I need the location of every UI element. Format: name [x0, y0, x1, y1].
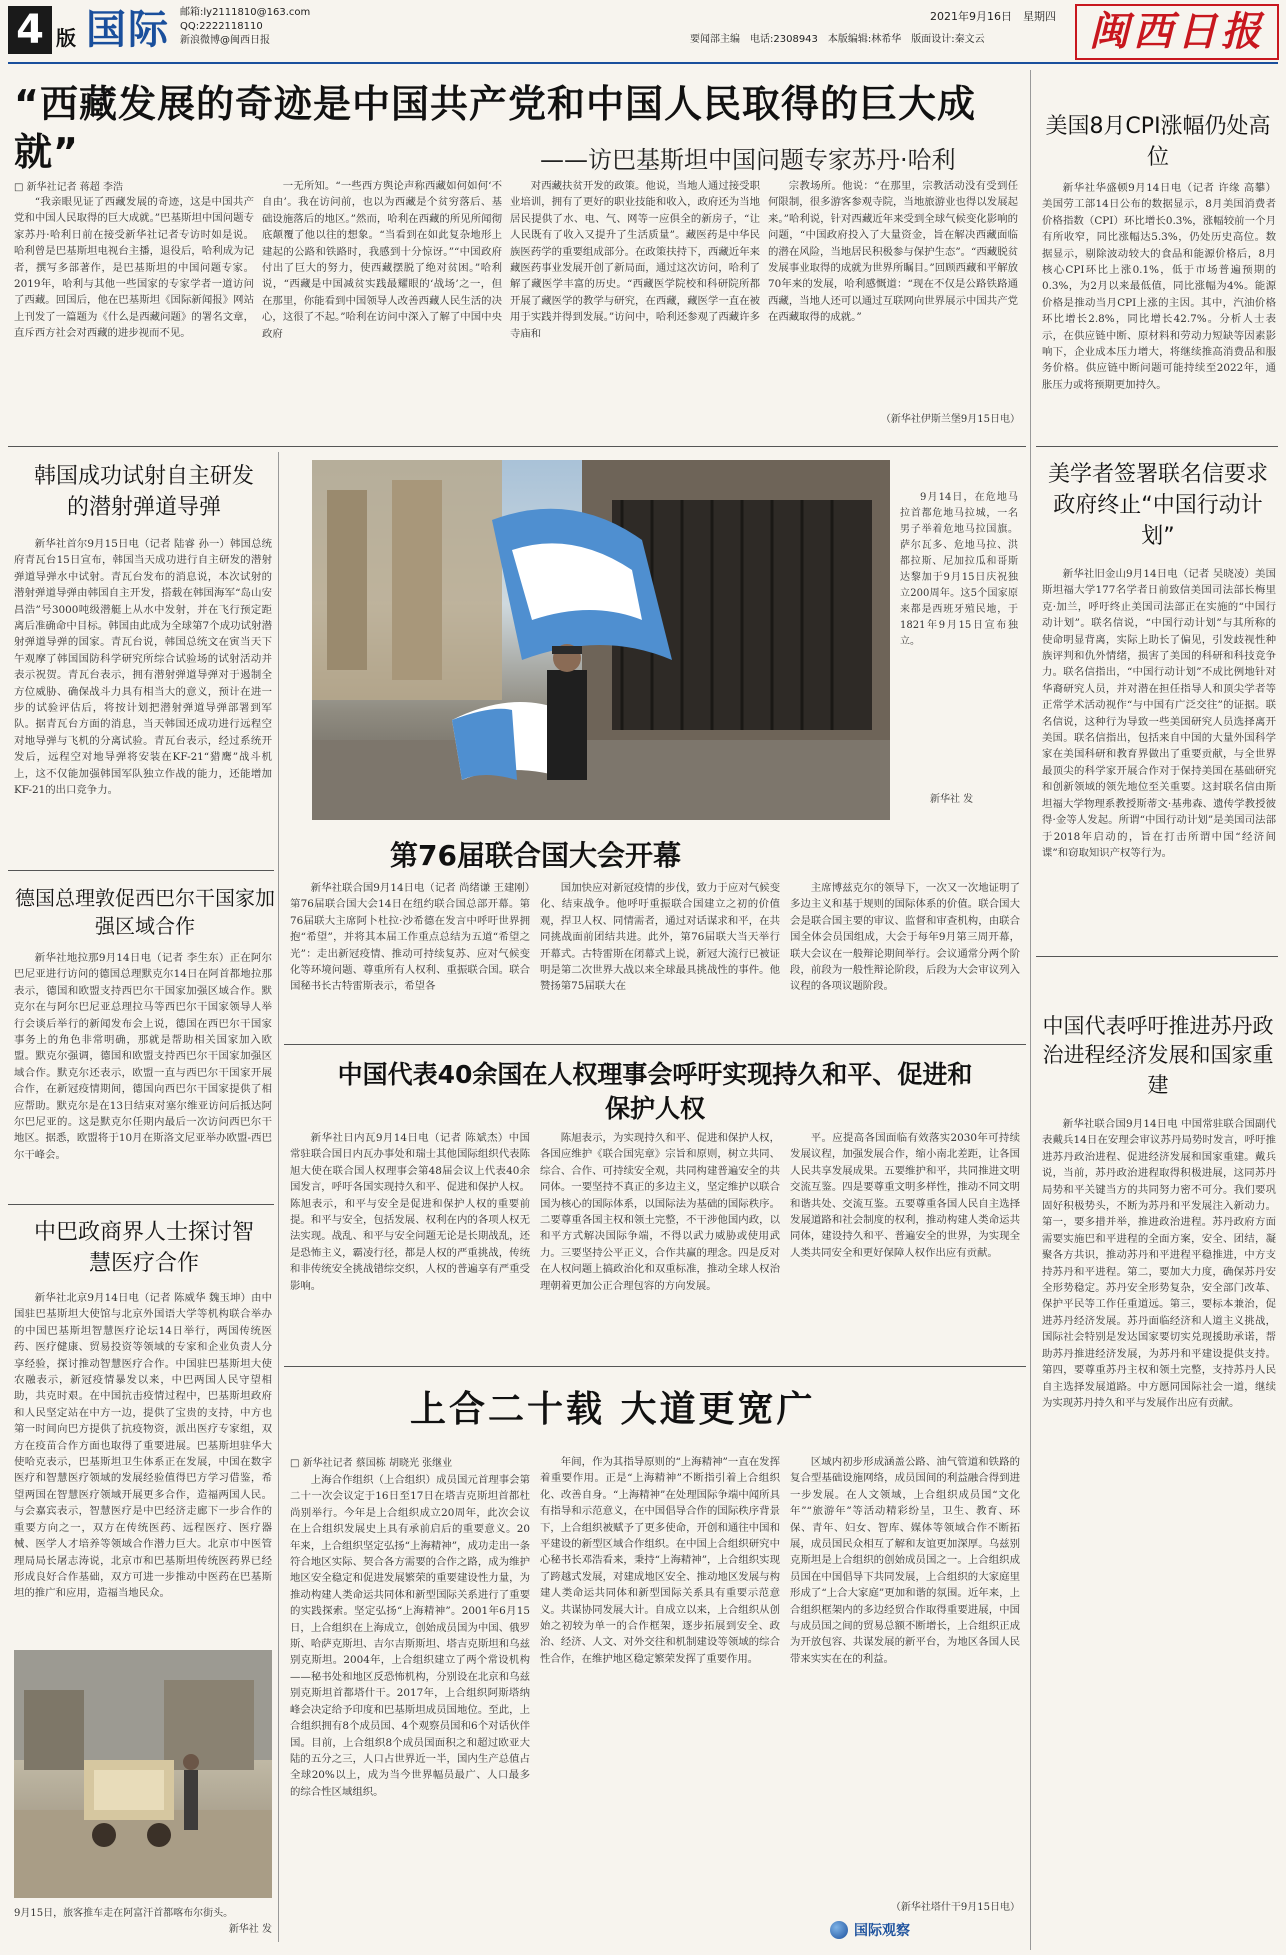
unga-col-2	[540, 880, 780, 1036]
unhrc-headline: 中国代表40余国在人权理事会呼吁实现持久和平、促进和保护人权	[337, 1060, 973, 1123]
unhrc-col-2-text: 陈旭表示，为实现持久和平、促进和保护人权，各国应维护《联合国宪章》宗旨和原则，树立共同、综合、合作、可持续安全观，共同构建普遍安全的共同体。一要坚持不真正的多边主义，坚定维护以联合国为核心的国际体系，以国际法为基础的国际秩序。二要尊重各国主权和领土完整，不干涉他国内政，以和平方式解决国际争端，不得以武力威胁或使用武力。三要坚持公平正义，合作共赢的理念。四是反对在人权问题上搞政治化和双重标准，推动全球人权治理朝着更加公正合理包容的方向发展。	[540, 1132, 780, 1292]
newspaper-name: 闽西日报	[1089, 8, 1265, 55]
sco-col-1	[290, 1472, 530, 1942]
photo-caption	[900, 490, 1018, 770]
us-scholars-body-text: 新华社旧金山9月14日电（记者 吴晓凌）美国斯坦福大学177名学者日前致信美国司法部长梅里克·加兰，呼吁终止美国司法部正在实施的“中国行动计划”。联名信说，“中国行动计划”与其所称的使命明显背离，实际上助长了偏见，引发歧视性种族评判和仇外情绪，损害了美国的科研和科技竞争力。联名信指出，“中国行动计划”不成比例地针对华裔研究人员，并对潜在担任指导人和顶尖学者等正常学术活动视作“与中国有广泛交往”的证据。联名信说，这种行为导致一些美国研究人员选择离开美国。联名信指出，包括来自中国的大量外国科学家在美国科研和教育界做出了重要贡献，与全世界最顶尖的科学家开展合作对于保持美国在基础研究和创新领域的领先地位至关重要。这封联名信由斯坦福大学物理系教授斯蒂文·基弗森、遗传学教授彼得·金等人发起。所谓“中国行动计划”是美国司法部于2018年启动的，旨在打击所谓中国“经济间谍”和窃取知识产权等行为。	[1042, 568, 1276, 859]
sudan-headline: 中国代表呼吁推进苏丹政治进程经济发展和国家重建	[1042, 1014, 1274, 1097]
sco-col-2	[540, 1454, 780, 1942]
lead-col-1	[14, 194, 254, 434]
sco-col-1-text: 上海合作组织（上合组织）成员国元首理事会第二十一次会议定于16日至17日在塔吉克斯坦首都杜尚别举行。今年是上合组织成立20周年，此次会议在上合组织发展史上具有承前启后的重要意义。20年来，上合组织坚定弘扬“上海精神”，成功走出一条符合地区实际、契合各方需要的合作之路，成为维护地区安全稳定和促进发展繁荣的重要建设性力量，为推动构建人类命运共同体和新型国际关系进行了重要的实践探索。坚定弘扬“上海精神”。2001年6月15日，上合组织在上海成立，创始成员国为中国、俄罗斯、哈萨克斯坦、吉尔吉斯斯坦、塔吉克斯坦和乌兹别克斯坦。2004年，上合组织建立了两个常设机构——秘书处和地区反恐怖机构，分别设在北京和乌兹别克斯坦首都塔什干。2017年，上合组织阿斯塔纳峰会决定给予印度和巴基斯坦成员国地位。至此，上合组织拥有8个成员国、4个观察员国和6个对话伙伴国。目前，上合组织8个成员国面积之和超过欧亚大陆的五分之三，人口占世界近一半，国内生产总值占全球20%以上，成为当今世界幅员最广、人口最多的综合性区域组织。	[290, 1474, 530, 1798]
sudan-body	[1042, 1116, 1276, 1942]
lead-col-4	[768, 178, 1018, 402]
page-unit: 版	[56, 26, 76, 50]
lead-dateline: （新华社伊斯兰堡9月15日电）	[880, 414, 1020, 425]
sco-headline: 上合二十载 大道更宽广	[410, 1389, 816, 1430]
korea-headline: 韩国成功试射自主研发的潜射弹道导弹	[33, 464, 254, 520]
unhrc-bottom-rule	[284, 1366, 1026, 1367]
photo-caption-text: 9月14日，在危地马拉首都危地马拉城，一名男子举着危地马拉国旗。萨尔瓦多、危地马拉、洪都拉斯、尼加拉瓜和哥斯达黎加于9月15日庆祝独立200周年。这5个国家原来都是西班牙殖民地，于1821年9月15日宣布独立。	[900, 492, 1018, 647]
right-column-rule	[1030, 70, 1031, 1950]
footer-badge	[830, 1920, 910, 1940]
lead-col-2	[262, 178, 502, 434]
sudan-body-text: 新华社联合国9月14日电 中国常驻联合国副代表戴兵14日在安理会审议苏丹局势时发言，呼吁推进苏丹政治进程、促进经济发展和国家重建。戴兵说，当前，苏丹政治进程取得积极进展，这同苏丹局势和平关键当方的共同努力密不可分。我们要巩固好积极势头，不断为苏丹和平发展注入新动力。第一，要多措并举，推进政治进程。苏丹政府方面需要实施巴和平进程的全面方案，安全、团结，凝聚各方共识，推动苏丹和平进程平稳推进，中方支持苏丹和平进程。第二，要加大力度，确保苏丹安全形势稳定。苏丹安全形势复杂，安全部门改革、保护平民等工作任重道远。第三，要标本兼治，促进苏丹经济发展。苏丹面临经济和人道主义挑战，国际社会特别是发达国家要切实兑现援助承诺，帮助苏丹推进经济发展，为苏丹和平建设提供支持。第四，要尊重苏丹主权和领土完整，支持苏丹人民自主选择发展道路。中方愿同国际社会一道，继续为实现苏丹持久和平与发展作出应有贡献。	[1042, 1118, 1276, 1409]
unga-col-2-text: 国加快应对新冠疫情的步伐，致力于应对气候变化、结束战争。他呼吁重振联合国建立之初的价值观，捍卫人权、同情需者，通过对话谋求和平，在共同挑战面前团结共进。此外，第76届联大当天举行开幕式。古特雷斯在闭幕式上说，新冠大流行已被证明是第二次世界大战以来全球最具挑战性的事件。他赞扬第75届联大在	[540, 882, 780, 993]
globe-icon	[830, 1921, 848, 1939]
kabul-scene	[14, 1650, 272, 1898]
newspaper-logo	[1075, 4, 1279, 60]
unga-col-1-text: 新华社联合国9月14日电（记者 尚绪谦 王建刚）第76届联合国大会14日在纽约联合国总部开幕。第76届联大主席阿卜杜拉·沙希德在发言中呼吁世界拥抱“希望”，并将其本届工作重点总结为五道“希望之光”：走出新冠疫情、推动可持续复苏、应对气候变化等环境问题、尊重所有人权利、重振联合国。联合国秘书长古特雷斯表示，希望各	[290, 882, 530, 993]
lead-subhead: ——访巴基斯坦中国问题专家苏丹·哈利	[540, 146, 956, 174]
unga-col-1	[290, 880, 530, 1036]
korea-body	[14, 536, 272, 864]
issue-date: 2021年9月16日 星期四	[930, 10, 1056, 23]
germany-body	[14, 950, 272, 1196]
germany-bottom-rule	[8, 1204, 274, 1205]
page-number-box	[8, 6, 52, 54]
masthead-rule	[8, 62, 1278, 64]
lead-bottom-rule	[8, 446, 1026, 447]
masthead	[0, 0, 1286, 62]
us-scholars-headline: 美学者签署联名信要求政府终止“中国行动计划”	[1047, 462, 1268, 549]
unhrc-col-1-text: 新华社日内瓦9月14日电（记者 陈斌杰）中国常驻联合国日内瓦办事处和瑞士其他国际组织代表陈旭大使在联合国人权理事会第48届会议上代表40余国发言，呼吁各国实现持久和平、促进和保护人权。陈旭表示，和平与安全是促进和保护人权的重要前提。和平与安全，包括发展、权利在内的各项人权无法实现。战乱、和平与安全问题无论是长期战乱，还是恐怖主义，霸凌行径，都是人权的严重挑战，传统和非传统安全挑战错综交织，人权的普遍享有严重受影响。	[290, 1132, 530, 1292]
sco-col-2-text: 年间，作为其指导原则的“上海精神”一直在发挥着重要作用。正是“上海精神”不断指引着上合组织化、改善自身。“上海精神”在处理国际争端中闻所具有指导和示范意义，在中国倡导合作的国际秩序背景下，上合组织被赋予了更多使命，开创和通往中国和平建设的新型区域合作组织。在中国上合组织研究中心秘书长邓浩看来，秉持“上海精神”，上合组织实现了跨越式发展，对建成地区安全、推动地区发展与构建人类命运共同体和新型国际关系具有重要示范意义。共谋协同发展大计。自成立以来，上合组织从创始之初较为单一的合作框架，逐步拓展到安全、政治、经济、人文、对外交往和机制建设等领域的综合性合作，在维护地区稳定繁荣发挥了重要作用。	[540, 1456, 780, 1665]
editor-line: 要闻部主编 电话:2308943 本版编辑:林希华 版面设计:秦文云	[690, 34, 985, 45]
cpi-body-text: 新华社华盛顿9月14日电（记者 许缘 高攀）美国劳工部14日公布的数据显示，8月美国消费者价格指数（CPI）环比增长0.3%，涨幅较前一个月有所收窄，同比涨幅达5.3%，仍处历史高位。数据显示，剔除波动较大的食品和能源价格后，8月核心CPI环比上涨0.1%，低于市场普遍预期的0.3%，为2月以来最低值，同比涨幅为4%。能源价格是推动当月CPI上涨的主因。其中，汽油价格环比增长2.8%，同比增长42.7%。分析人士表示，在供应链中断、原材料和劳动力短缺等因素影响下，企业成本压力增大，将继续推高消费品和服务价格。供应链中断问题可能持续至2022年，通胀压力或将预期更加持久。	[1042, 182, 1276, 391]
lead-byline: □ 新华社记者 蒋超 李浩	[14, 182, 123, 193]
section-title: 国际	[86, 7, 170, 53]
lead-col-3-text: 对西藏扶贫开发的政策。他说，当地人通过接受职业培训，拥有了更好的职业技能和收入，政府还为当地居民提供了水、电、气、网等一应俱全的新房子，“让人民既有了收入又提升了生活质量”。藏医药是中华民族医药学的重要组成部分。在政策扶持下，西藏近年来藏医药事业发展开创了新局面，通过这次访问，哈利了解了藏医学丰富的历史。“西藏医学院校和科研院所都开展了藏医学的教学与研究，在西藏，藏医学一直在被用于实践并得到发展。”访问中，哈利还参观了西藏许多寺庙和	[510, 180, 760, 340]
pakistan-health-body	[14, 1290, 272, 1640]
unhrc-col-3	[790, 1130, 1020, 1358]
kabul-credit: 新华社 发	[228, 1924, 272, 1935]
lead-col-1-text: “我亲眼见证了西藏发展的奇迹，这是中国共产党和中国人民取得的巨大成就。”巴基斯坦中国问题专家苏丹·哈利日前在接受新华社记者专访时如是说。哈利曾是巴基斯坦电视台主播，退役后，哈利成为记者，撰写多部著作，是巴基斯坦的中国问题专家。2019年，哈利与其他一些国家的专家学者一道访问了西藏。回国后，他在巴基斯坦《国际新闻报》网站上刊发了一篇题为《什么是西藏问题》的署名文章，直斥西方社会对西藏的进步视而不见。	[14, 196, 254, 340]
contact-qq: QQ:2222118110	[180, 21, 263, 32]
lead-headline: “西藏发展的奇迹是中国共产党和中国人民取得的巨大成就”	[14, 82, 976, 174]
sco-dateline: （新华社塔什干9月15日电）	[890, 1902, 1020, 1913]
cpi-bottom-rule	[1036, 446, 1278, 447]
pakistan-health-body-text: 新华社北京9月14日电（记者 陈威华 魏玉坤）由中国驻巴基斯坦大使馆与北京外国语大学等机构联合举办的中国巴基斯坦智慧医疗论坛14日举行，两国传统医药、医疗健康、贸易投资等领域的专家和企业负责人分享经验，探讨推动智慧医疗合作。中国驻巴基斯坦大使农融表示，新冠疫情暴发以来，中巴两国人民守望相助，共克时艰。在中国抗击疫情过程中，巴基斯坦政府和人民坚定站在中方一边，提供了宝贵的支持，中方也第一时间向巴方提供了抗疫物资，派出医疗专家组，双方在疫苗合作方面也取得了重要进展。巴基斯坦驻华大使哈克表示，巴基斯坦卫生体系正在发展，中国在数字医疗和智慧医疗领域的发展经验值得巴方学习借鉴，希望两国在智慧医疗领域开展更多合作，造福两国人民。与会嘉宾表示，智慧医疗是中巴经济走廊下一步合作的重要方向之一，双方在传统医药、远程医疗、医疗器械、医学人才培养等领域合作潜力巨大。北京市中医管理局局长屠志涛说，北京市和巴基斯坦传统医药界已经形成良好合作基础，双方可进一步推动中医药在巴基斯坦的推广和应用，造福当地民众。	[14, 1292, 272, 1600]
unga-col-3-text: 主席博兹克尔的领导下，一次又一次地证明了多边主义和基于规则的国际体系的价值。联合国大会是联合国主要的审议、监督和审查机构，由联合国全体会员国组成，大会于每年9月第三周开幕，联大会议在一般辩论期间举行。会议通常分两个阶段，前段为一般性辩论阶段，后段为大会审议列入议程的各项议题阶段。	[790, 882, 1020, 993]
cpi-body	[1042, 180, 1276, 440]
unhrc-col-2	[540, 1130, 780, 1358]
lead-col-4-text: 宗教场所。他说：“在那里，宗教活动没有受到任何限制，很多游客参观寺院，当地旅游业也得以发展起来。”哈利说，针对西藏近年来受到全球气候变化影响的问题，“中国政府投入了大量资金，旨在解决西藏面临的潜在风险，当地居民积极参与保护生态”。“西藏脱贫发展事业取得的成就为世界所瞩目。”回顾西藏和平解放70年来的发展，哈利感慨道：“现在不仅是公路铁路通西藏，当地人还可以通过互联网向世界展示中国共产党在西藏取得的成就。”	[768, 180, 1018, 324]
germany-headline: 德国总理敦促西巴尔干国家加强区域合作	[15, 886, 275, 938]
unga-bottom-rule	[284, 1044, 1026, 1045]
lead-col-3	[510, 178, 760, 434]
germany-body-text: 新华社地拉那9月14日电（记者 李生东）正在阿尔巴尼亚进行访问的德国总理默克尔14日在阿首都地拉那表示，德国和欧盟支持西巴尔干国家加强区域合作。默克尔在与阿尔巴尼亚总理拉马等西巴尔干国家领导人举行会谈后举行的新闻发布会上说，德国在西巴尔干国家事务上的角色非常明确，那就是帮助相关国家加入欧盟。默克尔强调，德国和欧盟支持西巴尔干国家加强区域合作。默克尔还表示，欧盟一直与西巴尔干国家开展合作，在新冠疫情期间，德国向西巴尔干国家提供了相应帮助。默克尔是在13日结束对塞尔维亚访问后抵达阿尔巴尼亚的。这是默克尔任期内最后一次访问西巴尔干地区。据悉，欧盟将于10月在斯洛文尼亚举办欧盟-西巴尔干峰会。	[14, 952, 272, 1161]
us-scholars-body	[1042, 566, 1276, 946]
korea-body-text: 新华社首尔9月15日电（记者 陆睿 孙一）韩国总统府青瓦台15日宣布，韩国当天成功进行自主研发的潜射弹道导弹水中试射。青瓦台发布的消息说，本次试射的潜射弹道导弹由韩国自主开发，搭载在韩国海军“岛山安昌浩”号3000吨级潜艇上从水中发射，并在飞行预定距离后准确命中目标。韩国由此成为全球第7个成功试射潜射弹道导弹的国家。青瓦台说，韩国总统文在寅当天下午观摩了韩国国防科学研究所综合试验场的试射活动并表示祝贺。青瓦台表示，拥有潜射弹道导弹对于遏制全方位威胁、确保战斗力具有相当大的意义，预计在进一步的试验评估后，将按计划把潜射弹道导弹部署到军队。据青瓦台方面的消息，当天韩国还成功进行远程空对地导弹与飞机的分离试验。青瓦台表示，经过系统开发后，远程空对地导弹将安装在KF-21“猎鹰”战斗机上，这不仅能加强韩国军队独立作战的能力，还能增加KF-21的出口竞争力。	[14, 538, 272, 797]
photo-scene	[312, 460, 890, 820]
contact-weibo: 新浪微博@闽西日报	[180, 35, 270, 46]
sco-byline: □ 新华社记者 蔡国栋 胡晓光 张继业	[290, 1458, 453, 1469]
left-column-rule	[278, 452, 279, 1942]
contact-info	[180, 6, 310, 48]
kabul-caption-text: 9月15日，旅客推车走在阿富汗首都喀布尔街头。	[14, 1908, 234, 1919]
us-scholars-bottom-rule	[1036, 956, 1278, 957]
unhrc-col-1	[290, 1130, 530, 1358]
kabul-caption	[14, 1906, 272, 1944]
kabul-photo	[14, 1650, 272, 1898]
unga-headline: 第76届联合国大会开幕	[390, 839, 681, 872]
contact-email: 邮箱:ly2111810@163.com	[180, 7, 311, 18]
sco-col-3	[790, 1454, 1020, 1894]
pakistan-health-headline: 中巴政商界人士探讨智慧医疗合作	[33, 1220, 254, 1276]
guatemala-photo	[312, 460, 890, 820]
page-number: 4	[16, 7, 44, 53]
footer-label: 国际观察	[854, 1923, 910, 1939]
unhrc-col-3-text: 平。应提高各国面临有效落实2030年可持续发展议程，加强发展合作，缩小南北差距，让各国人民共享发展成果。五要维护和平，共同推进文明交流互鉴。四是要尊重文明多样性，推动不同文明和谐共处、交流互鉴。五要尊重各国人民自主选择发展道路和社会制度的权利，推动构建人类命运共同体，建设持久和平、普遍安全的世界，为实现全人类共同安全和更好保障人权作出应有贡献。	[790, 1132, 1020, 1259]
unga-col-3	[790, 880, 1020, 1036]
cpi-headline: 美国8月CPI涨幅仍处高位	[1045, 114, 1271, 170]
sco-col-3-text: 区域内初步形成涵盖公路、油气管道和铁路的复合型基础设施网络，成员国间的利益融合得到进一步发展。在人文领域，上合组织成员国“文化年”“旅游年”等活动精彩纷呈，卫生、教育、环保、青年、妇女、智库、媒体等领域合作不断拓展，成员国民众相互了解和友谊更加深厚。乌兹别克斯坦是上合组织的创始成员国之一。上合组织成员国在中国倡导下共同发展，上合组织的大家庭里形成了“上合大家庭”更加和谐的氛围。近年来，上合组织框架内的多边经贸合作取得重要进展，中国与成员国之间的贸易总额不断增长，上合组织正成为开放包容、共谋发展的新平台，为地区各国人民带来实实在在的利益。	[790, 1456, 1020, 1665]
lead-col-2-text: 一无所知。“一些西方舆论声称西藏如何如何‘不自由’。我在访问前，也以为西藏是个贫穷落后、基础设施落后的地区。”然而，哈利在西藏的所见所闻彻底颠覆了他以往的想象。“当看到在如此复杂地形上建起的公路和铁路时，我感到十分惊讶。”“中国政府付出了巨大的努力，使西藏摆脱了绝对贫困。”哈利说，“西藏是中国减贫实践最耀眼的‘战场’之一，但在那里，你能看到中国领导人改善西藏人民生活的决心，这很了不起。”哈利在访问中深入了解了中国中央政府	[262, 180, 502, 340]
korea-bottom-rule	[8, 870, 274, 871]
photo-credit: 新华社 发	[930, 794, 974, 805]
